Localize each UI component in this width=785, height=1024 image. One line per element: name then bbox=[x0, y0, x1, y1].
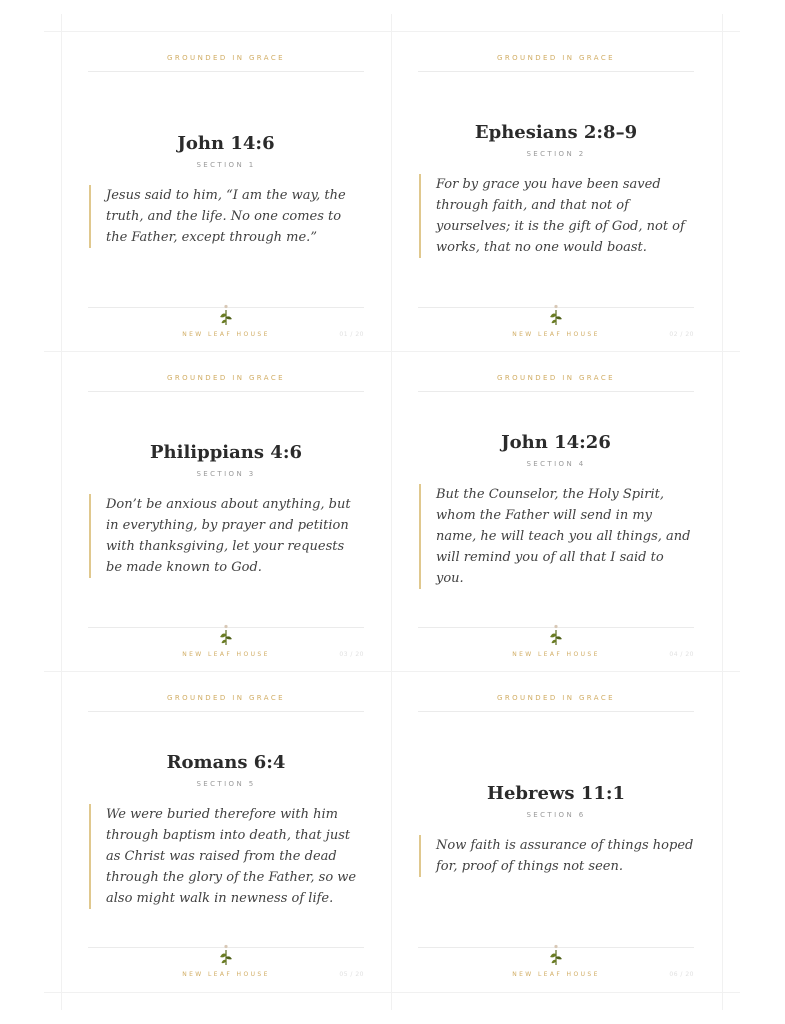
brand-label: NEW LEAF HOUSE bbox=[512, 331, 600, 338]
verse-text: We were buried therefore with him through baptism into death, that just as Christ was raised from the dead through the glory of the Father, so we also might walk in newness of life. bbox=[89, 804, 364, 909]
card-header: GROUNDED IN GRACE bbox=[418, 693, 694, 712]
leaf-icon bbox=[218, 944, 234, 966]
cut-guide bbox=[44, 992, 740, 993]
card-header: GROUNDED IN GRACE bbox=[88, 693, 364, 712]
cut-guide bbox=[722, 14, 723, 1010]
section-label: SECTION 2 bbox=[526, 150, 586, 158]
verse-card bbox=[391, 671, 721, 991]
verse-card bbox=[61, 671, 391, 991]
card-body bbox=[418, 391, 694, 629]
page-number: 01 / 20 bbox=[339, 331, 364, 338]
card-body bbox=[418, 711, 694, 949]
card-footer bbox=[418, 627, 694, 658]
verse-card bbox=[61, 31, 391, 351]
brand-label: NEW LEAF HOUSE bbox=[512, 651, 600, 658]
page-number: 03 / 20 bbox=[339, 651, 364, 658]
leaf-icon bbox=[218, 304, 234, 326]
card-body bbox=[88, 71, 364, 309]
card-body bbox=[88, 711, 364, 949]
section-label: SECTION 1 bbox=[196, 160, 256, 169]
verse-reference: John 14:6 bbox=[177, 132, 275, 154]
verse-reference: John 14:26 bbox=[501, 431, 611, 453]
leaf-icon bbox=[548, 944, 564, 966]
brand-label: NEW LEAF HOUSE bbox=[182, 331, 270, 338]
section-label: SECTION 3 bbox=[196, 470, 256, 478]
page-number: 04 / 20 bbox=[669, 651, 694, 658]
section-label: SECTION 4 bbox=[526, 459, 586, 468]
card-body bbox=[88, 391, 364, 629]
verse-text: Now faith is assurance of things hoped for, proof of things not seen. bbox=[419, 835, 694, 877]
brand-label: NEW LEAF HOUSE bbox=[182, 651, 270, 658]
brand-label: NEW LEAF HOUSE bbox=[512, 971, 600, 978]
section-label: SECTION 5 bbox=[196, 779, 256, 788]
section-label: SECTION 6 bbox=[526, 811, 586, 819]
leaf-icon bbox=[548, 304, 564, 326]
card-footer bbox=[88, 307, 364, 338]
leaf-icon bbox=[548, 624, 564, 646]
card-footer bbox=[88, 947, 364, 978]
card-header: GROUNDED IN GRACE bbox=[88, 373, 364, 392]
verse-text: Don’t be anxious about anything, but in everything, by prayer and petition with thanksgiving, let your requests be made known to God. bbox=[89, 494, 364, 578]
verse-card bbox=[391, 351, 721, 671]
verse-reference: Romans 6:4 bbox=[166, 751, 286, 773]
card-body bbox=[418, 71, 694, 309]
page-number: 05 / 20 bbox=[339, 971, 364, 978]
verse-reference: Ephesians 2:8–9 bbox=[474, 122, 638, 143]
verse-card bbox=[61, 351, 391, 671]
card-footer bbox=[88, 627, 364, 658]
card-footer bbox=[418, 307, 694, 338]
verse-card bbox=[391, 31, 721, 351]
verse-reference: Philippians 4:6 bbox=[150, 442, 302, 463]
leaf-icon bbox=[218, 624, 234, 646]
page-number: 06 / 20 bbox=[669, 971, 694, 978]
verse-text: For by grace you have been saved through faith, and that not of yourselves; it is the gift of God, not of works, that no one would boast. bbox=[419, 174, 694, 258]
card-header: GROUNDED IN GRACE bbox=[418, 53, 694, 72]
verse-reference: Hebrews 11:1 bbox=[486, 783, 626, 804]
verse-text: Jesus said to him, “I am the way, the truth, and the life. No one comes to the Father, except through me.” bbox=[89, 185, 364, 248]
card-header: GROUNDED IN GRACE bbox=[418, 373, 694, 392]
verse-text: But the Counselor, the Holy Spirit, whom the Father will send in my name, he will teach you all things, and will remind you of all that I said to you. bbox=[419, 484, 694, 589]
card-header: GROUNDED IN GRACE bbox=[88, 53, 364, 72]
card-footer bbox=[418, 947, 694, 978]
page-number: 02 / 20 bbox=[669, 331, 694, 338]
brand-label: NEW LEAF HOUSE bbox=[182, 971, 270, 978]
